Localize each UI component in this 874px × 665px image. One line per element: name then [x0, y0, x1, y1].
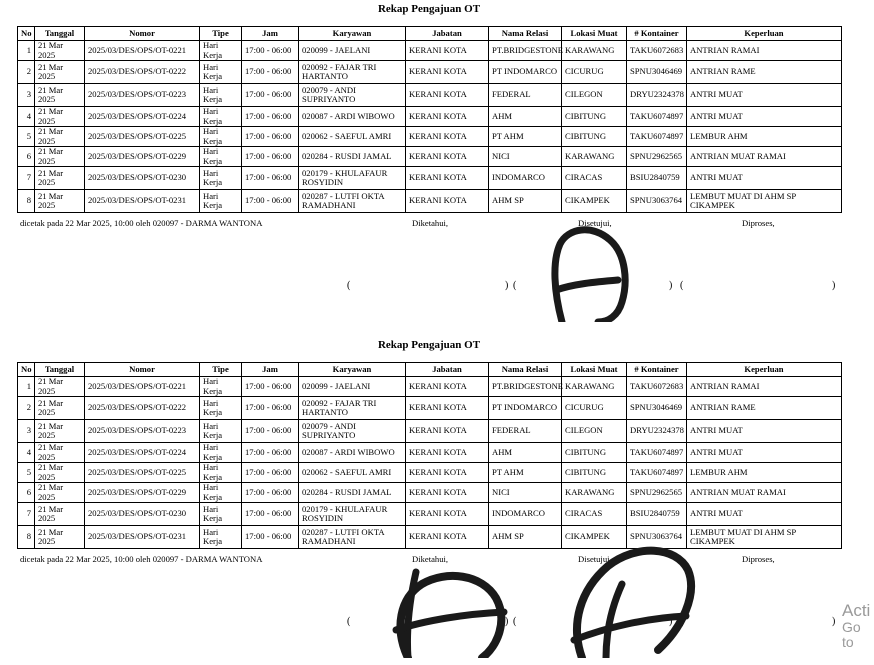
cell-purpose: LEMBUT MUAT DI AHM SP CIKAMPEK [687, 526, 842, 549]
cell-container: DRYU2324378 [627, 420, 687, 443]
cell-position: KERANI KOTA [406, 147, 489, 167]
cell-no: 8 [18, 190, 35, 213]
cell-type: Hari Kerja [200, 84, 242, 107]
cell-container: BSIU2840759 [627, 167, 687, 190]
cell-number: 2025/03/DES/OPS/OT-0222 [85, 61, 200, 84]
cell-date: 21 Mar 2025 [35, 167, 85, 190]
cell-container: TAKU6074897 [627, 443, 687, 463]
cell-type: Hari Kerja [200, 463, 242, 483]
cell-location: KARAWANG [562, 147, 627, 167]
signature-close-paren: ) [832, 280, 836, 291]
cell-purpose: LEMBUT MUAT DI AHM SP CIKAMPEK [687, 190, 842, 213]
col-nomor: Nomor [85, 363, 200, 377]
cell-type: Hari Kerja [200, 41, 242, 61]
cell-number: 2025/03/DES/OPS/OT-0230 [85, 167, 200, 190]
table-row [18, 190, 842, 213]
cell-purpose: LEMBUR AHM [687, 463, 842, 483]
table-row [18, 41, 842, 61]
cell-employee: 020287 - LUTFI OKTA RAMADHANI [299, 190, 406, 213]
cell-hours: 17:00 - 06:00 [242, 463, 299, 483]
cell-number: 2025/03/DES/OPS/OT-0229 [85, 147, 200, 167]
cell-relation: PT.BRIDGESTONE [489, 377, 562, 397]
cell-type: Hari Kerja [200, 503, 242, 526]
cell-number: 2025/03/DES/OPS/OT-0223 [85, 420, 200, 443]
known-label: Diketahui, [412, 218, 449, 228]
cell-purpose: ANTRIAN MUAT RAMAI [687, 483, 842, 503]
cell-location: CIBITUNG [562, 443, 627, 463]
cell-position: KERANI KOTA [406, 443, 489, 463]
col-tipe: Tipe [200, 363, 242, 377]
signature-close-paren: ) [669, 616, 673, 627]
col-jabatan: Jabatan [406, 27, 489, 41]
approved-label: Disetujui, [578, 218, 612, 228]
cell-hours: 17:00 - 06:00 [242, 61, 299, 84]
cell-date: 21 Mar 2025 [35, 190, 85, 213]
cell-hours: 17:00 - 06:00 [242, 483, 299, 503]
table-row [18, 127, 842, 147]
col-tanggal: Tanggal [35, 27, 85, 41]
cell-purpose: ANTRIAN MUAT RAMAI [687, 147, 842, 167]
cell-hours: 17:00 - 06:00 [242, 377, 299, 397]
cell-no: 2 [18, 61, 35, 84]
cell-no: 1 [18, 377, 35, 397]
cell-employee: 020284 - RUSDI JAMAL [299, 483, 406, 503]
cell-container: SPNU3046469 [627, 61, 687, 84]
cell-no: 3 [18, 84, 35, 107]
cell-number: 2025/03/DES/OPS/OT-0221 [85, 41, 200, 61]
overtime-table [17, 26, 842, 213]
cell-container: SPNU2962565 [627, 483, 687, 503]
cell-type: Hari Kerja [200, 420, 242, 443]
cell-hours: 17:00 - 06:00 [242, 526, 299, 549]
cell-employee: 020179 - KHULAFAUR ROSYIDIN [299, 167, 406, 190]
cell-type: Hari Kerja [200, 127, 242, 147]
signature-close-paren: ) [832, 616, 836, 627]
known-label: Diketahui, [412, 554, 449, 564]
cell-purpose: ANTRI MUAT [687, 443, 842, 463]
cell-number: 2025/03/DES/OPS/OT-0229 [85, 483, 200, 503]
cell-location: CIRACAS [562, 167, 627, 190]
col-keperluan: Keperluan [687, 363, 842, 377]
cell-date: 21 Mar 2025 [35, 61, 85, 84]
cell-relation: FEDERAL [489, 84, 562, 107]
cell-location: KARAWANG [562, 483, 627, 503]
cell-number: 2025/03/DES/OPS/OT-0231 [85, 190, 200, 213]
cell-employee: 020087 - ARDI WIBOWO [299, 443, 406, 463]
cell-hours: 17:00 - 06:00 [242, 397, 299, 420]
report-title: Rekap Pengajuan OT [377, 3, 481, 15]
cell-container: SPNU3046469 [627, 397, 687, 420]
col-nama-relasi: Nama Relasi [489, 363, 562, 377]
cell-type: Hari Kerja [200, 377, 242, 397]
col-nomor: Nomor [85, 27, 200, 41]
cell-relation: FEDERAL [489, 420, 562, 443]
cell-hours: 17:00 - 06:00 [242, 127, 299, 147]
cell-date: 21 Mar 2025 [35, 463, 85, 483]
processed-label: Diproses, [742, 218, 775, 228]
cell-employee: 020092 - FAJAR TRI HARTANTO [299, 61, 406, 84]
cell-type: Hari Kerja [200, 147, 242, 167]
cell-container: BSIU2840759 [627, 503, 687, 526]
cell-relation: AHM SP [489, 526, 562, 549]
cell-position: KERANI KOTA [406, 503, 489, 526]
cell-no: 7 [18, 167, 35, 190]
report-copy-1 [0, 0, 874, 329]
cell-location: CILEGON [562, 84, 627, 107]
signature-open-paren: ( [513, 616, 517, 627]
cell-no: 5 [18, 463, 35, 483]
cell-position: KERANI KOTA [406, 397, 489, 420]
cell-employee: 020287 - LUTFI OKTA RAMADHANI [299, 526, 406, 549]
cell-no: 4 [18, 107, 35, 127]
cell-type: Hari Kerja [200, 61, 242, 84]
cell-location: CIKAMPEK [562, 190, 627, 213]
cell-location: CIBITUNG [562, 463, 627, 483]
col-tipe: Tipe [200, 27, 242, 41]
table-row [18, 443, 842, 463]
cell-location: CIRACAS [562, 503, 627, 526]
cell-employee: 020062 - SAEFUL AMRI [299, 127, 406, 147]
col-jam: Jam [242, 27, 299, 41]
cell-type: Hari Kerja [200, 443, 242, 463]
table-row [18, 84, 842, 107]
cell-hours: 17:00 - 06:00 [242, 443, 299, 463]
cell-location: KARAWANG [562, 41, 627, 61]
cell-hours: 17:00 - 06:00 [242, 190, 299, 213]
cell-container: TAKU6072683 [627, 41, 687, 61]
signature-open-paren: ( [347, 280, 351, 291]
cell-relation: PT AHM [489, 463, 562, 483]
signature-scribble [386, 568, 510, 658]
cell-type: Hari Kerja [200, 107, 242, 127]
cell-relation: AHM [489, 443, 562, 463]
cell-hours: 17:00 - 06:00 [242, 84, 299, 107]
cell-no: 7 [18, 503, 35, 526]
report-copy-2 [0, 336, 874, 665]
report-title: Rekap Pengajuan OT [377, 339, 481, 351]
cell-no: 8 [18, 526, 35, 549]
col-karyawan: Karyawan [299, 27, 406, 41]
cell-container: SPNU2962565 [627, 147, 687, 167]
col-keperluan: Keperluan [687, 27, 842, 41]
cell-employee: 020087 - ARDI WIBOWO [299, 107, 406, 127]
watermark-line-1: Acti [842, 601, 871, 620]
cell-container: TAKU6074897 [627, 107, 687, 127]
table-row [18, 420, 842, 443]
printed-by-text: dicetak pada 22 Mar 2025, 10:00 oleh 020097 - DARMA WANTONA [20, 554, 263, 564]
cell-no: 3 [18, 420, 35, 443]
cell-employee: 020079 - ANDI SUPRIYANTO [299, 420, 406, 443]
cell-position: KERANI KOTA [406, 420, 489, 443]
cell-number: 2025/03/DES/OPS/OT-0222 [85, 397, 200, 420]
cell-location: CIKAMPEK [562, 526, 627, 549]
table-row [18, 483, 842, 503]
cell-position: KERANI KOTA [406, 41, 489, 61]
cell-position: KERANI KOTA [406, 190, 489, 213]
cell-employee: 020099 - JAELANI [299, 41, 406, 61]
cell-no: 6 [18, 147, 35, 167]
table-row [18, 526, 842, 549]
cell-container: SPNU3063764 [627, 526, 687, 549]
cell-number: 2025/03/DES/OPS/OT-0221 [85, 377, 200, 397]
signature-open-paren: ( [513, 280, 517, 291]
cell-hours: 17:00 - 06:00 [242, 41, 299, 61]
printed-by-text: dicetak pada 22 Mar 2025, 10:00 oleh 020097 - DARMA WANTONA [20, 218, 263, 228]
cell-purpose: ANTRIAN RAME [687, 61, 842, 84]
cell-date: 21 Mar 2025 [35, 377, 85, 397]
col-lokasi-muat: Lokasi Muat [562, 363, 627, 377]
cell-employee: 020092 - FAJAR TRI HARTANTO [299, 397, 406, 420]
cell-container: TAKU6074897 [627, 127, 687, 147]
cell-container: SPNU3063764 [627, 190, 687, 213]
approved-label: Disetujui, [578, 554, 612, 564]
cell-position: KERANI KOTA [406, 377, 489, 397]
cell-hours: 17:00 - 06:00 [242, 147, 299, 167]
cell-position: KERANI KOTA [406, 463, 489, 483]
cell-purpose: ANTRIAN RAMAI [687, 377, 842, 397]
signature-open-paren: ( [680, 616, 684, 627]
col-jam: Jam [242, 363, 299, 377]
signature-open-paren: ( [680, 280, 684, 291]
overtime-table [17, 362, 842, 549]
cell-position: KERANI KOTA [406, 61, 489, 84]
cell-employee: 020099 - JAELANI [299, 377, 406, 397]
cell-relation: PT.BRIDGESTONE [489, 41, 562, 61]
cell-relation: INDOMARCO [489, 503, 562, 526]
cell-hours: 17:00 - 06:00 [242, 167, 299, 190]
col-karyawan: Karyawan [299, 363, 406, 377]
cell-relation: PT INDOMARCO [489, 61, 562, 84]
cell-date: 21 Mar 2025 [35, 147, 85, 167]
cell-relation: NICI [489, 147, 562, 167]
cell-location: CIBITUNG [562, 107, 627, 127]
cell-relation: NICI [489, 483, 562, 503]
cell-date: 21 Mar 2025 [35, 41, 85, 61]
cell-date: 21 Mar 2025 [35, 483, 85, 503]
cell-number: 2025/03/DES/OPS/OT-0224 [85, 443, 200, 463]
col-tanggal: Tanggal [35, 363, 85, 377]
cell-no: 6 [18, 483, 35, 503]
signature-close-paren: ) [505, 280, 509, 291]
cell-relation: PT INDOMARCO [489, 397, 562, 420]
cell-location: KARAWANG [562, 377, 627, 397]
cell-date: 21 Mar 2025 [35, 397, 85, 420]
cell-container: TAKU6074897 [627, 463, 687, 483]
cell-number: 2025/03/DES/OPS/OT-0225 [85, 463, 200, 483]
table-row [18, 463, 842, 483]
cell-hours: 17:00 - 06:00 [242, 503, 299, 526]
cell-purpose: ANTRI MUAT [687, 420, 842, 443]
cell-number: 2025/03/DES/OPS/OT-0230 [85, 503, 200, 526]
cell-date: 21 Mar 2025 [35, 127, 85, 147]
cell-position: KERANI KOTA [406, 483, 489, 503]
cell-position: KERANI KOTA [406, 107, 489, 127]
table-header-row [18, 363, 842, 377]
cell-number: 2025/03/DES/OPS/OT-0225 [85, 127, 200, 147]
cell-relation: AHM [489, 107, 562, 127]
signature-open-paren: ( [347, 616, 351, 627]
cell-type: Hari Kerja [200, 526, 242, 549]
cell-no: 5 [18, 127, 35, 147]
cell-location: CILEGON [562, 420, 627, 443]
col-no: No [18, 363, 35, 377]
cell-purpose: ANTRIAN RAMAI [687, 41, 842, 61]
cell-number: 2025/03/DES/OPS/OT-0223 [85, 84, 200, 107]
signature-close-paren: ) [669, 280, 673, 291]
cell-no: 4 [18, 443, 35, 463]
cell-hours: 17:00 - 06:00 [242, 107, 299, 127]
cell-date: 21 Mar 2025 [35, 443, 85, 463]
cell-employee: 020079 - ANDI SUPRIYANTO [299, 84, 406, 107]
cell-position: KERANI KOTA [406, 84, 489, 107]
col-nama-relasi: Nama Relasi [489, 27, 562, 41]
cell-location: CICURUG [562, 397, 627, 420]
watermark-line-2: Go to [842, 618, 861, 650]
cell-purpose: LEMBUR AHM [687, 127, 842, 147]
cell-employee: 020284 - RUSDI JAMAL [299, 147, 406, 167]
processed-label: Diproses, [742, 554, 775, 564]
cell-location: CIBITUNG [562, 127, 627, 147]
cell-location: CICURUG [562, 61, 627, 84]
table-row [18, 397, 842, 420]
cell-employee: 020179 - KHULAFAUR ROSYIDIN [299, 503, 406, 526]
col-kontainer: # Kontainer [627, 27, 687, 41]
cell-date: 21 Mar 2025 [35, 526, 85, 549]
cell-position: KERANI KOTA [406, 526, 489, 549]
cell-purpose: ANTRIAN RAME [687, 397, 842, 420]
cell-number: 2025/03/DES/OPS/OT-0224 [85, 107, 200, 127]
cell-position: KERANI KOTA [406, 127, 489, 147]
cell-no: 2 [18, 397, 35, 420]
cell-date: 21 Mar 2025 [35, 107, 85, 127]
table-row [18, 377, 842, 397]
cell-relation: AHM SP [489, 190, 562, 213]
table-row [18, 107, 842, 127]
cell-type: Hari Kerja [200, 397, 242, 420]
cell-purpose: ANTRI MUAT [687, 107, 842, 127]
table-row [18, 147, 842, 167]
col-jabatan: Jabatan [406, 363, 489, 377]
table-row [18, 167, 842, 190]
cell-number: 2025/03/DES/OPS/OT-0231 [85, 526, 200, 549]
col-kontainer: # Kontainer [627, 363, 687, 377]
cell-relation: PT AHM [489, 127, 562, 147]
signature-close-paren: ) [505, 616, 509, 627]
cell-container: TAKU6072683 [627, 377, 687, 397]
cell-relation: INDOMARCO [489, 167, 562, 190]
cell-date: 21 Mar 2025 [35, 84, 85, 107]
cell-position: KERANI KOTA [406, 167, 489, 190]
cell-no: 1 [18, 41, 35, 61]
table-row [18, 503, 842, 526]
cell-type: Hari Kerja [200, 483, 242, 503]
cell-container: DRYU2324378 [627, 84, 687, 107]
cell-purpose: ANTRI MUAT [687, 167, 842, 190]
table-row [18, 61, 842, 84]
cell-type: Hari Kerja [200, 167, 242, 190]
cell-purpose: ANTRI MUAT [687, 84, 842, 107]
col-lokasi-muat: Lokasi Muat [562, 27, 627, 41]
table-header-row [18, 27, 842, 41]
cell-date: 21 Mar 2025 [35, 503, 85, 526]
cell-hours: 17:00 - 06:00 [242, 420, 299, 443]
activate-windows-watermark [842, 602, 874, 649]
signature-scribble [548, 226, 632, 322]
cell-employee: 020062 - SAEFUL AMRI [299, 463, 406, 483]
cell-date: 21 Mar 2025 [35, 420, 85, 443]
cell-purpose: ANTRI MUAT [687, 503, 842, 526]
cell-type: Hari Kerja [200, 190, 242, 213]
col-no: No [18, 27, 35, 41]
